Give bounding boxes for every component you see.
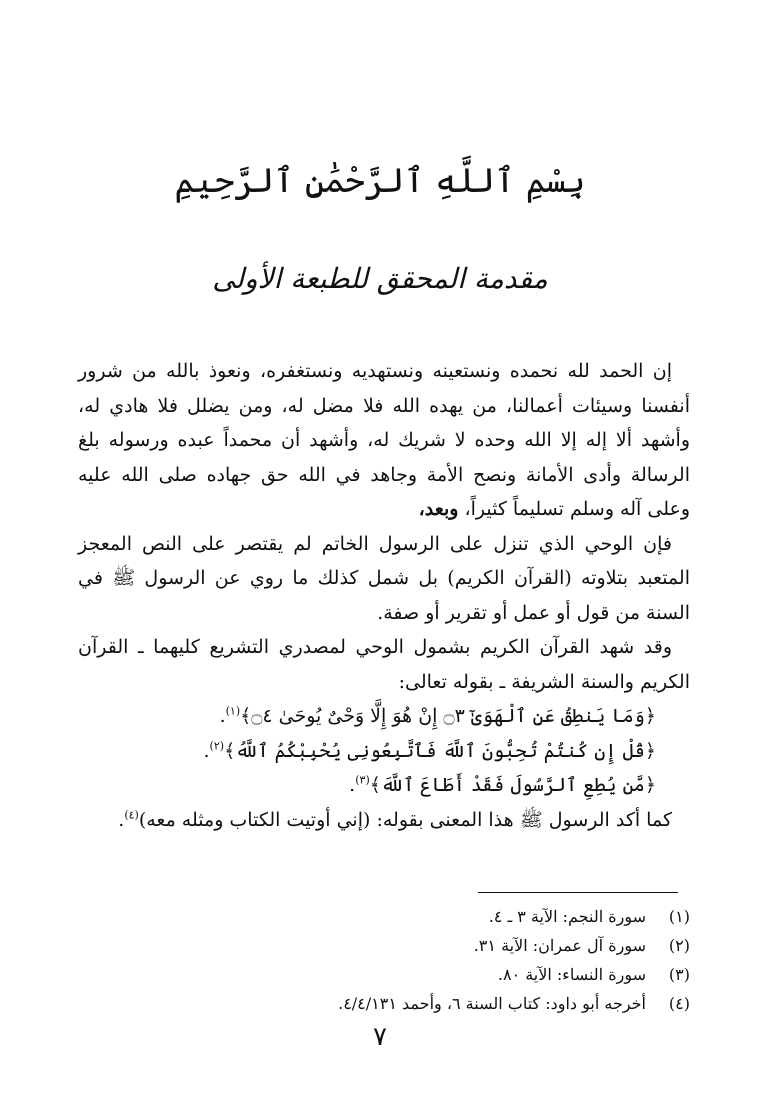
footnote-item bbox=[78, 902, 690, 931]
verse-2: ﴿قُلْ إِن كُنتُمْ تُحِبُّونَ ٱللَّهَ فَٱتَّبِعُونِى يُحْبِبْكُمُ ٱللَّهُ﴾$^{(٢)}$. bbox=[203, 739, 656, 762]
page-number: ٧ bbox=[373, 1022, 387, 1052]
verse-2-ref: (٢) bbox=[209, 739, 225, 753]
verse-3-text: ﴿مَّن يُطِعِ ٱلرَّسُولَ فَقَدْ أَطَاعَ ٱللَّهَ﴾ bbox=[369, 774, 656, 796]
footnote-text: سورة آل عمران: الآية ٣١. bbox=[473, 936, 646, 955]
footnote-text: سورة النساء: الآية ٨٠. bbox=[497, 965, 646, 984]
footnote-number: (٢) bbox=[668, 936, 690, 955]
paragraph-hadith-text: كما أكد الرسول ﷺ هذا المعنى بقوله: (إني أوتيت الكتاب ومثله معه) bbox=[138, 808, 672, 831]
paragraph-intro-text: إن الحمد لله نحمده ونستعينه ونستهديه ونستغفره، ونعوذ بالله من شرور أنفسنا وسيئات أعمالنا، من يهده الله فلا مضل له، ومن يضلل فلا هادي له، وأشهد ألا إله إلا الله وحده لا شريك له، وأشهد أن محمداً عبده ورسوله بلغ الرسالة وأدى الأمانة ونصح الأمة وجاهد في الله حق جهاده صلى الله عليه وعلى آله وسلم تسليماً كثيراً، bbox=[78, 360, 690, 520]
verse-3-ref: (٣) bbox=[355, 773, 370, 787]
footnote-number: (٤) bbox=[668, 994, 690, 1013]
verse-1: ﴿وَمَا يَنطِقُ عَنِ ٱلْهَوَىٰٓ ۝٣ إِنْ هُوَ إِلَّا وَحْىٌ يُوحَىٰ ۝٤﴾$^{(١)}$. bbox=[219, 704, 656, 727]
footnote-item bbox=[78, 989, 690, 1018]
main-text bbox=[78, 354, 690, 837]
footnote-text: سورة النجم: الآية ٣ ـ ٤. bbox=[488, 907, 646, 926]
footnote-number: (٣) bbox=[668, 965, 690, 984]
page-heading: مقدمة المحقق للطبعة الأولى bbox=[212, 262, 548, 295]
verse-1-text: ﴿وَمَا يَنطِقُ عَنِ ٱلْهَوَىٰٓ ۝٣ إِنْ هُوَ إِلَّا وَحْىٌ يُوحَىٰ ۝٤﴾ bbox=[240, 705, 656, 727]
footnote-text: أخرجه أبو داود: كتاب السنة ٦، وأحمد ٤/٤/١٣١. bbox=[338, 994, 646, 1013]
paragraph-hadith: كما أكد الرسول ﷺ هذا المعنى بقوله: (إني أوتيت الكتاب ومثله معه)$^{(٤)}$. bbox=[118, 808, 672, 831]
paragraph-testimony: وقد شهد القرآن الكريم بشمول الوحي لمصدري التشريع كليهما ـ القرآن الكريم والسنة الشريفة ـ بقوله تعالى: bbox=[78, 636, 690, 693]
paragraph-revelation: فإن الوحي الذي تنزل على الرسول الخاتم لم يقتصر على النص المعجز المتعبد بتلاوته (القرآن الكريم) بل شمل كذلك ما روي عن الرسول ﷺ في السنة من قول أو عمل أو تقرير أو صفة. bbox=[78, 532, 690, 624]
paragraph-hadith-ref: (٤) bbox=[124, 808, 139, 822]
footnote-number: (١) bbox=[668, 907, 690, 926]
paragraph-intro bbox=[78, 354, 690, 527]
footnotes bbox=[78, 902, 690, 1018]
footnote-item bbox=[78, 960, 690, 989]
footnote-divider bbox=[478, 892, 678, 893]
paragraph-intro-closing: وبعد، bbox=[418, 498, 459, 520]
basmala: بِسْمِ ٱللَّهِ ٱلرَّحْمَٰنِ ٱلرَّحِيمِ bbox=[174, 161, 586, 201]
verse-2-text: ﴿قُلْ إِن كُنتُمْ تُحِبُّونَ ٱللَّهَ فَٱتَّبِعُونِى يُحْبِبْكُمُ ٱللَّهُ﴾ bbox=[224, 739, 656, 762]
verse-3: ﴿مَّن يُطِعِ ٱلرَّسُولَ فَقَدْ أَطَاعَ ٱللَّهَ﴾$^{(٣)}$. bbox=[349, 773, 656, 796]
footnote-item bbox=[78, 931, 690, 960]
verse-1-ref: (١) bbox=[225, 704, 241, 718]
